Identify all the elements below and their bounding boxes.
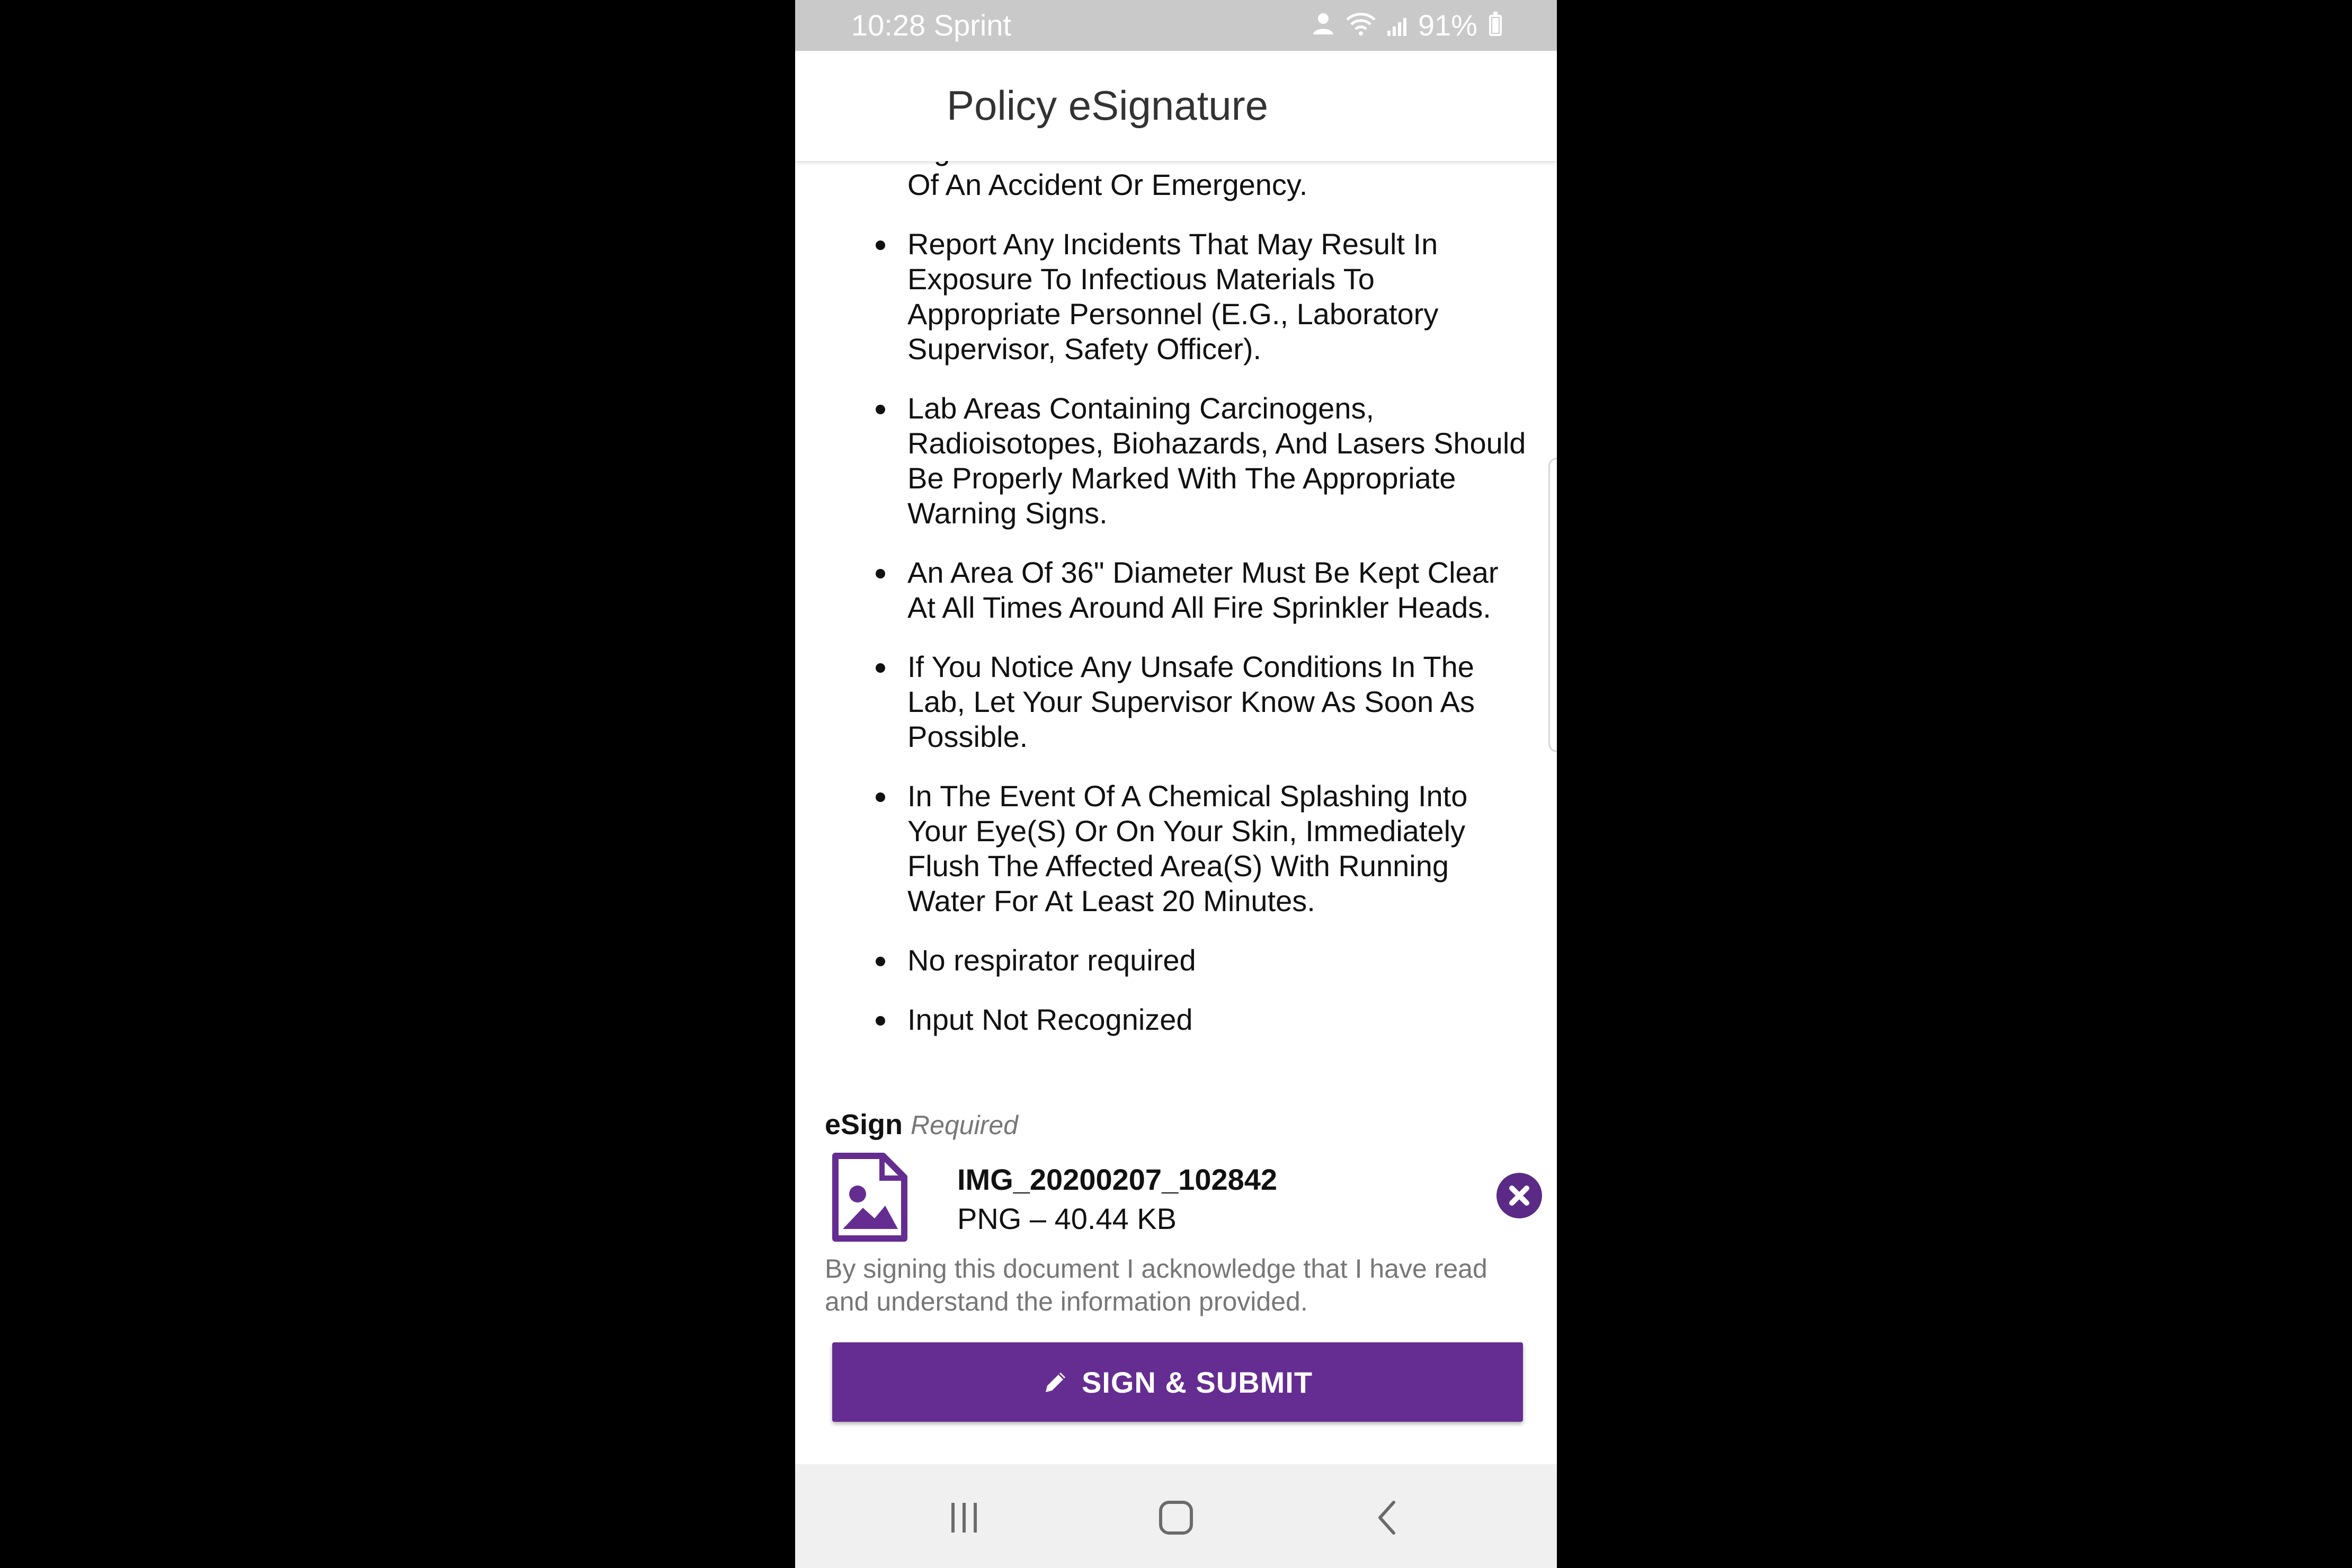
android-nav-bar (795, 1464, 1557, 1568)
battery-icon (1489, 15, 1502, 36)
esign-title: eSign (825, 1109, 903, 1141)
sign-submit-button[interactable] (832, 1342, 1523, 1422)
wifi-icon (1346, 0, 1376, 51)
app-bar (795, 51, 1557, 161)
attached-signature-file (827, 1153, 1526, 1248)
status-time-carrier: 10:28 Sprint (851, 8, 1011, 42)
profile-icon (1312, 0, 1334, 51)
list-item: If You Notice Any Unsafe Conditions In The Lab, Let Your Supervisor Know As Soon As Possible. (795, 649, 1557, 754)
list-item: Lab Areas Containing Carcinogens, Radioisotopes, Biohazards, And Lasers Should Be Properly Marked With The Appropriate Warning Signs. (795, 391, 1557, 531)
esign-label (825, 1108, 1018, 1141)
sign-submit-label: SIGN & SUBMIT (1081, 1365, 1313, 1399)
phone-screen (795, 0, 1557, 1568)
home-button[interactable] (1147, 1489, 1205, 1547)
home-icon (1147, 1489, 1205, 1547)
list-item: Input Not Recognized (795, 1002, 1557, 1037)
recent-apps-button[interactable] (935, 1489, 993, 1547)
page-title: Policy eSignature (947, 82, 1269, 129)
required-label: Required (911, 1110, 1018, 1140)
battery-percent: 91% (1418, 8, 1477, 42)
status-bar (795, 0, 1557, 51)
close-circle-icon (1496, 1173, 1542, 1218)
list-item: In The Event Of A Chemical Splashing Into Your Eye(S) Or On Your Skin, Immediately Flush The Affected Area(S) With Running Water For At Least 20 Minutes. (795, 779, 1557, 919)
recent-apps-icon (935, 1489, 993, 1547)
acknowledgement-text: By signing this document I acknowledge that I have read and understand the information provided. (825, 1254, 1487, 1316)
signal-icon (1387, 15, 1406, 36)
pencil-icon (1043, 1369, 1069, 1395)
status-icons (1312, 0, 1502, 51)
back-icon (1359, 1489, 1417, 1547)
list-item: Report Any Incidents That May Result In Exposure To Infectious Materials To Appropriate Personnel (E.G., Laboratory Supervisor, Safety Officer). (795, 227, 1557, 367)
scrollbar[interactable] (1548, 458, 1557, 752)
list-item: No respirator required (795, 943, 1557, 978)
back-button[interactable] (1359, 1489, 1417, 1547)
file-meta: PNG – 40.44 KB (957, 1202, 1177, 1235)
remove-file-button[interactable] (1496, 1173, 1542, 1218)
list-item: Of An Accident Or Emergency. (907, 168, 1308, 201)
policy-list (795, 161, 1557, 1062)
policy-content[interactable] (795, 161, 1557, 1464)
list-item: An Area Of 36" Diameter Must Be Kept Clear At All Times Around All Fire Sprinkler Heads. (795, 555, 1557, 625)
file-name: IMG_20200207_102842 (957, 1163, 1278, 1196)
image-file-icon (830, 1153, 910, 1242)
